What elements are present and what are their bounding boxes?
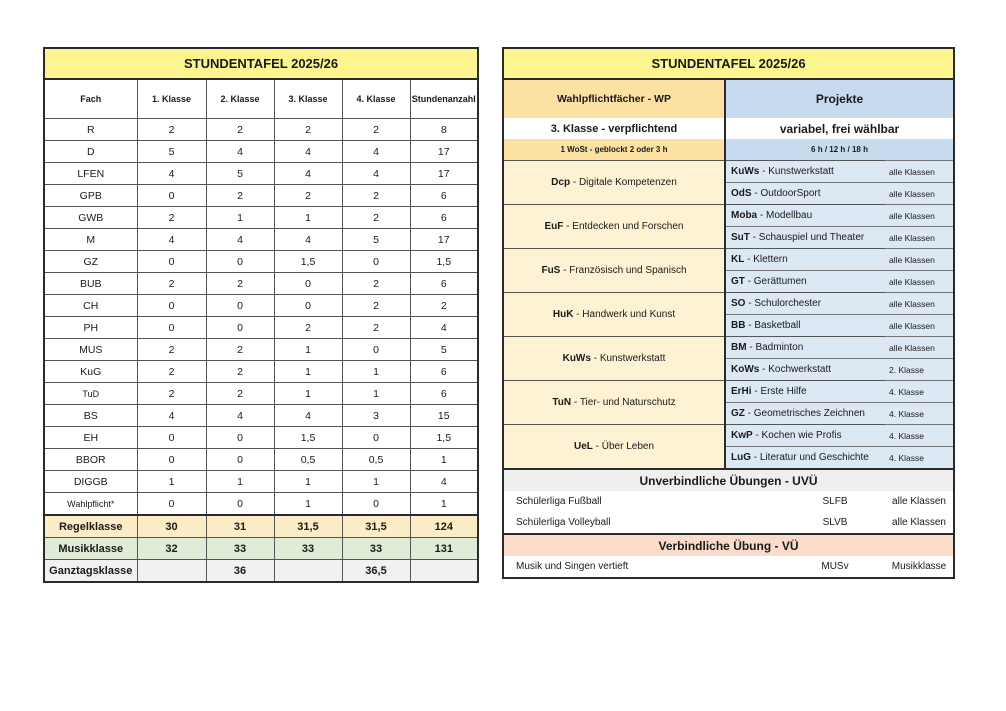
hours-cell: 1: [274, 471, 342, 493]
hours-cell: 2: [206, 185, 274, 207]
project-code: SO: [731, 298, 746, 309]
hours-cell: 0: [274, 295, 342, 317]
project-name: [725, 293, 885, 315]
subject-cell: BBOR: [44, 449, 137, 471]
wp-code: EuF: [544, 221, 564, 232]
project-title: - Basketball: [745, 320, 801, 331]
wp-subject: [503, 293, 725, 337]
table-row: [44, 317, 478, 339]
hours-cell: 4: [274, 405, 342, 427]
hours-cell: 1: [410, 449, 478, 471]
header-row: [44, 79, 478, 119]
wp-subject: [503, 205, 725, 249]
wp-header: Wahlpflichtfächer - WP: [503, 79, 725, 118]
hours-cell: 2: [137, 207, 206, 229]
hours-cell: 4: [274, 163, 342, 185]
wp-subject: [503, 425, 725, 470]
project-title: - Kochwerkstatt: [759, 364, 832, 375]
hours-cell: 2: [206, 361, 274, 383]
subject-cell: Wahlpflicht*: [44, 493, 137, 516]
wp-code: Dcp: [551, 177, 571, 188]
project-name: [725, 183, 885, 205]
wp-hours-note: 1 WoSt - geblockt 2 oder 3 h: [503, 139, 725, 161]
hours-cell: 2: [137, 273, 206, 295]
table-row: [44, 427, 478, 449]
table-row: [44, 383, 478, 405]
hours-cell: 1: [342, 361, 410, 383]
hours-cell: 1: [410, 493, 478, 516]
project-classes: alle Klassen: [885, 271, 954, 293]
project-row: [503, 249, 954, 271]
hours-cell: 6: [410, 361, 478, 383]
hours-cell: 0: [137, 449, 206, 471]
hours-cell: 1: [274, 207, 342, 229]
project-classes: 4. Klasse: [885, 381, 954, 403]
hours-cell: 0: [206, 317, 274, 339]
project-title: - Modellbau: [757, 210, 813, 221]
hours-cell: 1: [274, 361, 342, 383]
hours-cell: 1,5: [410, 251, 478, 273]
projects-subheader: variabel, frei wählbar: [725, 118, 954, 139]
hours-cell: 0: [342, 427, 410, 449]
project-title: - Badminton: [746, 342, 804, 353]
hours-cell: 4: [137, 405, 206, 427]
total-row-ganztagsklasse: [44, 560, 478, 583]
project-code: BB: [731, 320, 746, 331]
column-header: Fach: [44, 79, 137, 119]
subject-cell: KuG: [44, 361, 137, 383]
table-row: [44, 405, 478, 427]
subject-cell: M: [44, 229, 137, 251]
project-title: - Kunstwerkstatt: [759, 166, 834, 177]
projects-header: Projekte: [725, 79, 954, 118]
uvu-row-code: SLVB: [725, 512, 885, 534]
project-classes: 2. Klasse: [885, 359, 954, 381]
project-title: - Klettern: [744, 254, 788, 265]
project-code: OdS: [731, 188, 752, 199]
table-row: [44, 273, 478, 295]
uvu-row: [503, 512, 954, 534]
hours-cell: 1: [342, 471, 410, 493]
hours-cell: 5: [206, 163, 274, 185]
hours-cell: 4: [137, 163, 206, 185]
vu-row-code: MUSv: [725, 556, 885, 578]
subject-cell: R: [44, 119, 137, 141]
hours-cell: 0: [342, 493, 410, 516]
total-cell: 32: [137, 538, 206, 560]
total-cell: 33: [206, 538, 274, 560]
hours-cell: 2: [342, 295, 410, 317]
subject-cell: BUB: [44, 273, 137, 295]
total-cell: [274, 560, 342, 583]
hours-cell: 0: [137, 251, 206, 273]
table-row: [44, 119, 478, 141]
table-row: [44, 449, 478, 471]
subject-cell: LFEN: [44, 163, 137, 185]
wp-code: UeL: [573, 441, 593, 452]
total-cell: 31,5: [342, 515, 410, 538]
wp-name: - Über Leben: [592, 441, 655, 452]
hours-cell: 2: [206, 383, 274, 405]
total-cell: [410, 560, 478, 583]
subject-cell: PH: [44, 317, 137, 339]
hours-cell: 0: [137, 317, 206, 339]
hours-cell: 4: [342, 163, 410, 185]
hours-cell: 5: [342, 229, 410, 251]
hours-cell: 6: [410, 273, 478, 295]
project-code: KuWs: [731, 166, 760, 177]
hours-cell: 6: [410, 185, 478, 207]
project-name: [725, 425, 885, 447]
project-code: GZ: [731, 408, 745, 419]
hours-cell: 0: [274, 273, 342, 295]
project-row: [503, 381, 954, 403]
uvu-row-classes: alle Klassen: [885, 491, 954, 512]
project-code: KL: [731, 254, 745, 265]
wp-name: - Handwerk und Kunst: [573, 309, 676, 320]
hours-cell: 0,5: [342, 449, 410, 471]
hours-cell: 5: [410, 339, 478, 361]
wp-subject: [503, 337, 725, 381]
project-title: - Schauspiel und Theater: [749, 232, 865, 243]
project-code: KoWs: [731, 364, 760, 375]
project-code: SuT: [731, 232, 750, 243]
hours-cell: 4: [274, 229, 342, 251]
hours-cell: 0: [206, 449, 274, 471]
hours-cell: 4: [137, 229, 206, 251]
project-code: KwP: [731, 430, 753, 441]
hours-cell: 4: [410, 471, 478, 493]
project-code: ErHi: [731, 386, 752, 397]
hours-cell: 2: [274, 185, 342, 207]
uvu-row: [503, 491, 954, 512]
table-row: [44, 185, 478, 207]
vu-row-classes: Musikklasse: [885, 556, 954, 578]
wp-subject: [503, 161, 725, 205]
hours-cell: 2: [410, 295, 478, 317]
project-row: [503, 337, 954, 359]
project-classes: alle Klassen: [885, 249, 954, 271]
hours-cell: 1: [206, 207, 274, 229]
subject-cell: DIGGB: [44, 471, 137, 493]
hours-cell: 2: [342, 119, 410, 141]
subject-cell: GPB: [44, 185, 137, 207]
total-row-musikklasse: [44, 538, 478, 560]
hours-cell: 2: [342, 185, 410, 207]
project-name: [725, 359, 885, 381]
hours-cell: 0: [137, 427, 206, 449]
wp-name: - Entdecken und Forschen: [563, 221, 684, 232]
hours-cell: 4: [410, 317, 478, 339]
project-classes: alle Klassen: [885, 337, 954, 359]
project-row: [503, 205, 954, 227]
wp-code: KuWs: [562, 353, 591, 364]
total-cell: [137, 560, 206, 583]
stundentafel-table: [43, 47, 479, 583]
project-title: - OutdoorSport: [751, 188, 821, 199]
project-title: - Literatur und Geschichte: [751, 452, 869, 463]
project-classes: alle Klassen: [885, 161, 954, 183]
hours-cell: 15: [410, 405, 478, 427]
project-row: [503, 293, 954, 315]
project-title: - Gerättumen: [744, 276, 807, 287]
hours-cell: 1: [206, 471, 274, 493]
table-row: [44, 339, 478, 361]
hours-cell: 6: [410, 383, 478, 405]
total-cell: 33: [342, 538, 410, 560]
project-name: [725, 271, 885, 293]
hours-cell: 2: [206, 339, 274, 361]
table-title: STUNDENTAFEL 2025/26: [44, 48, 478, 79]
hours-cell: 0: [342, 251, 410, 273]
subject-cell: GWB: [44, 207, 137, 229]
subject-cell: EH: [44, 427, 137, 449]
project-code: GT: [731, 276, 745, 287]
uvu-header: Unverbindliche Übungen - UVÜ: [503, 469, 954, 491]
hours-cell: 2: [137, 361, 206, 383]
table-row: [44, 141, 478, 163]
hours-cell: 0: [137, 493, 206, 516]
project-code: LuG: [731, 452, 751, 463]
table-row: [44, 251, 478, 273]
vu-header: Verbindliche Übung - VÜ: [503, 534, 954, 556]
project-name: [725, 161, 885, 183]
hours-cell: 2: [342, 317, 410, 339]
wp-code: TuN: [552, 397, 572, 408]
total-label: Musikklasse: [44, 538, 137, 560]
table-row: [44, 361, 478, 383]
wp-subject: [503, 249, 725, 293]
hours-cell: 5: [137, 141, 206, 163]
hours-cell: 4: [342, 141, 410, 163]
hours-cell: 17: [410, 229, 478, 251]
hours-cell: 1: [274, 339, 342, 361]
total-row-regelklasse: [44, 515, 478, 538]
hours-cell: 0: [206, 251, 274, 273]
column-header: 3. Klasse: [274, 79, 342, 119]
wp-code: FuS: [541, 265, 561, 276]
project-row: [503, 425, 954, 447]
hours-cell: 1: [274, 383, 342, 405]
wahlpflicht-projekte-table: [502, 47, 955, 579]
hours-cell: 1,5: [274, 427, 342, 449]
hours-cell: 0: [206, 493, 274, 516]
total-cell: 36,5: [342, 560, 410, 583]
table-row: [44, 295, 478, 317]
hours-cell: 4: [206, 141, 274, 163]
hours-cell: 4: [206, 405, 274, 427]
table-title: STUNDENTAFEL 2025/26: [503, 48, 954, 79]
hours-cell: 8: [410, 119, 478, 141]
total-cell: 36: [206, 560, 274, 583]
hours-cell: 0: [342, 339, 410, 361]
column-header: 1. Klasse: [137, 79, 206, 119]
project-classes: alle Klassen: [885, 293, 954, 315]
hours-cell: 2: [342, 273, 410, 295]
hours-cell: 0: [137, 185, 206, 207]
hours-cell: 0: [137, 295, 206, 317]
project-title: - Geometrisches Zeichnen: [744, 408, 865, 419]
total-cell: 124: [410, 515, 478, 538]
hours-cell: 4: [206, 229, 274, 251]
table-row: [44, 229, 478, 251]
hours-cell: 1: [342, 383, 410, 405]
subject-cell: GZ: [44, 251, 137, 273]
hours-cell: 2: [274, 119, 342, 141]
column-header: 4. Klasse: [342, 79, 410, 119]
table-row: [44, 207, 478, 229]
hours-cell: 2: [206, 119, 274, 141]
total-cell: 30: [137, 515, 206, 538]
table-row: [44, 163, 478, 185]
wp-name: - Digitale Kompetenzen: [570, 177, 677, 188]
project-name: [725, 249, 885, 271]
hours-cell: 2: [137, 119, 206, 141]
column-header: 2. Klasse: [206, 79, 274, 119]
uvu-row-classes: alle Klassen: [885, 512, 954, 534]
hours-cell: 17: [410, 163, 478, 185]
wp-subject: [503, 381, 725, 425]
vu-row-name: Musik und Singen vertieft: [503, 556, 725, 578]
project-name: [725, 403, 885, 425]
hours-cell: 2: [137, 339, 206, 361]
project-name: [725, 381, 885, 403]
hours-cell: 2: [206, 273, 274, 295]
hours-cell: 1,5: [410, 427, 478, 449]
project-name: [725, 447, 885, 470]
wp-name: - Französisch und Spanisch: [560, 265, 687, 276]
project-classes: alle Klassen: [885, 227, 954, 249]
project-classes: alle Klassen: [885, 315, 954, 337]
subject-cell: MUS: [44, 339, 137, 361]
project-name: [725, 227, 885, 249]
hours-cell: 1: [137, 471, 206, 493]
project-name: [725, 205, 885, 227]
column-header: Stundenanzahl: [410, 79, 478, 119]
project-classes: alle Klassen: [885, 183, 954, 205]
hours-cell: 0: [206, 427, 274, 449]
project-name: [725, 337, 885, 359]
vu-row: [503, 556, 954, 578]
subject-cell: BS: [44, 405, 137, 427]
hours-cell: 2: [342, 207, 410, 229]
subject-cell: TuD: [44, 383, 137, 405]
total-label: Ganztagsklasse: [44, 560, 137, 583]
hours-cell: 2: [137, 383, 206, 405]
wp-subheader: 3. Klasse - verpflichtend: [503, 118, 725, 139]
project-title: - Kochen wie Profis: [752, 430, 842, 441]
wp-name: - Tier- und Naturschutz: [571, 397, 676, 408]
project-code: BM: [731, 342, 747, 353]
project-title: - Erste Hilfe: [751, 386, 807, 397]
project-code: Moba: [731, 210, 758, 221]
hours-cell: 4: [274, 141, 342, 163]
project-title: - Schulorchester: [745, 298, 822, 309]
hours-cell: 1: [274, 493, 342, 516]
hours-cell: 0: [206, 295, 274, 317]
total-cell: 33: [274, 538, 342, 560]
uvu-row-name: Schülerliga Fußball: [503, 491, 725, 512]
subject-cell: D: [44, 141, 137, 163]
total-cell: 31: [206, 515, 274, 538]
hours-cell: 3: [342, 405, 410, 427]
subject-cell: CH: [44, 295, 137, 317]
total-label: Regelklasse: [44, 515, 137, 538]
project-classes: 4. Klasse: [885, 403, 954, 425]
hours-cell: 17: [410, 141, 478, 163]
hours-cell: 0,5: [274, 449, 342, 471]
project-classes: alle Klassen: [885, 205, 954, 227]
total-cell: 31,5: [274, 515, 342, 538]
uvu-row-name: Schülerliga Volleyball: [503, 512, 725, 534]
table-row: [44, 471, 478, 493]
total-cell: 131: [410, 538, 478, 560]
hours-cell: 6: [410, 207, 478, 229]
uvu-row-code: SLFB: [725, 491, 885, 512]
wp-code: HuK: [552, 309, 574, 320]
hours-cell: 1,5: [274, 251, 342, 273]
projects-hours-note: 6 h / 12 h / 18 h: [725, 139, 954, 161]
project-name: [725, 315, 885, 337]
hours-cell: 2: [274, 317, 342, 339]
wp-name: - Kunstwerkstatt: [590, 353, 666, 364]
table-row: [44, 493, 478, 516]
project-row: [503, 161, 954, 183]
project-classes: 4. Klasse: [885, 447, 954, 470]
project-classes: 4. Klasse: [885, 425, 954, 447]
